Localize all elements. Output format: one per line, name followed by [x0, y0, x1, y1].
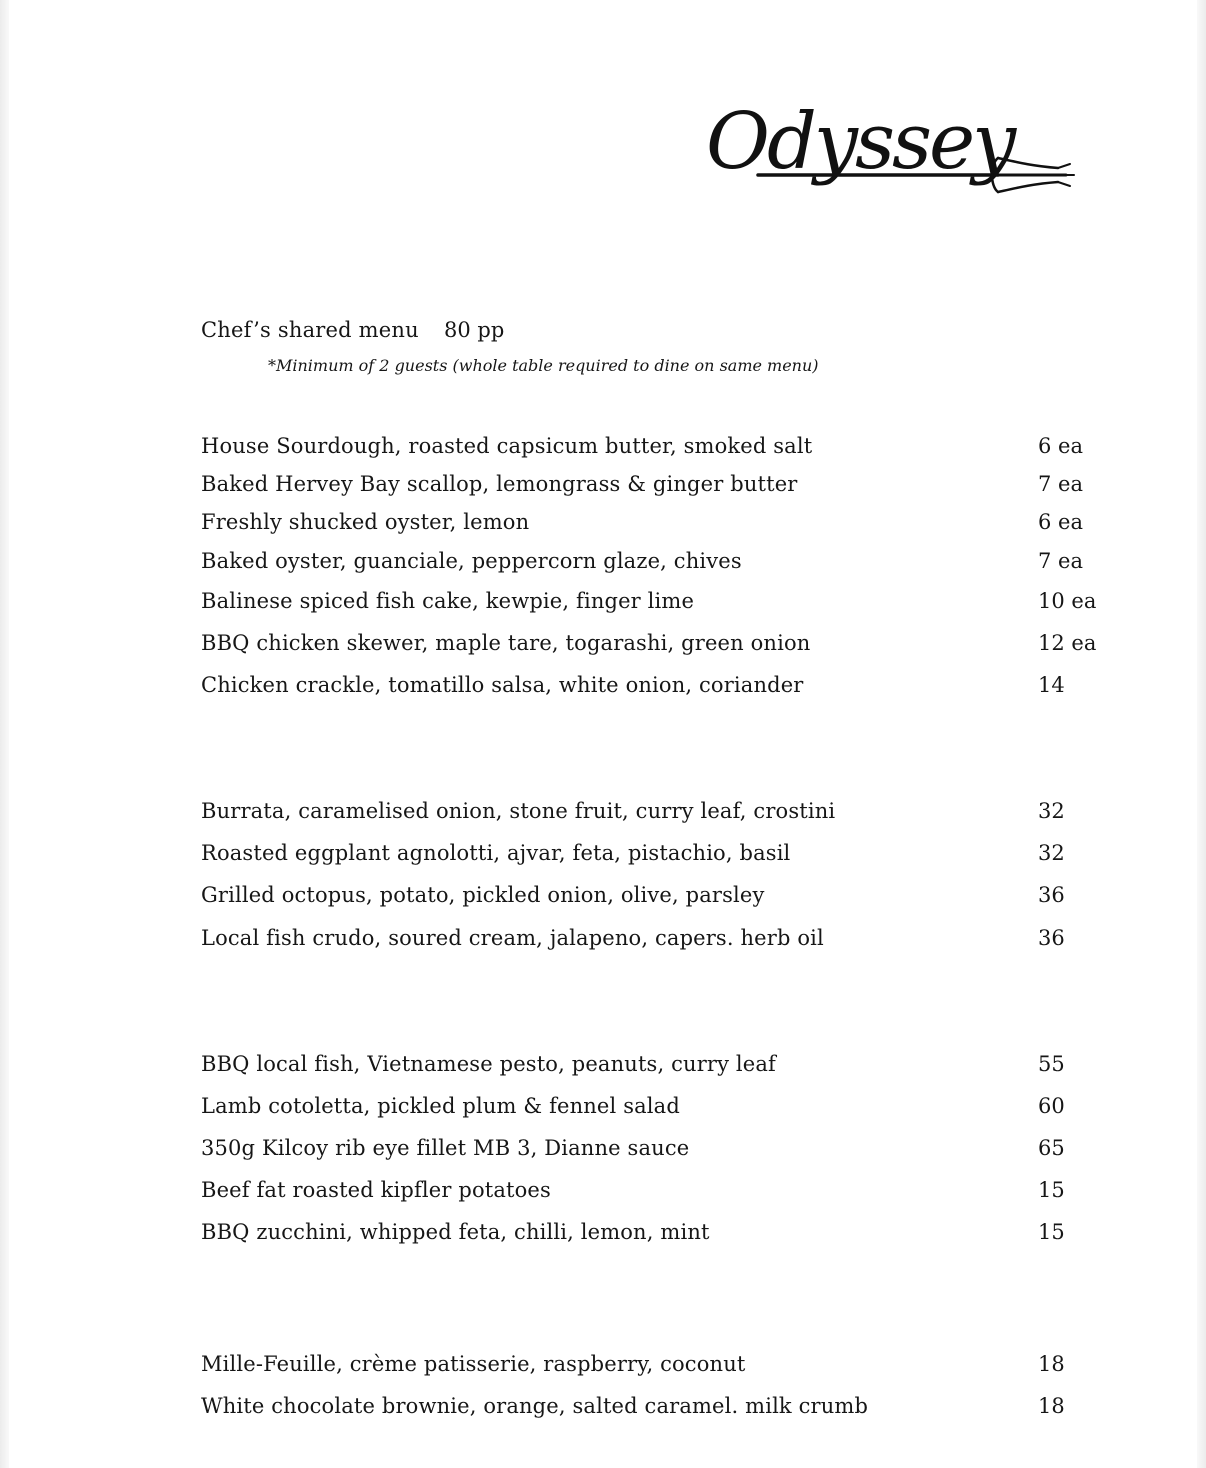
menu-item	[201, 1178, 1121, 1208]
menu-item-name: Roasted eggplant agnolotti, ajvar, feta, pistachio, basil	[201, 841, 791, 865]
menu-item-name: Lamb cotoletta, pickled plum & fennel salad	[201, 1094, 680, 1118]
menu-item-price: 12 ea	[1038, 631, 1097, 655]
menu-item-price: 14	[1038, 673, 1065, 697]
menu-item-name: Local fish crudo, soured cream, jalapeno, capers. herb oil	[201, 926, 824, 950]
menu-item	[201, 1352, 1121, 1382]
menu-note: *Minimum of 2 guests (whole table required to dine on same menu)	[268, 356, 819, 375]
menu-item	[201, 434, 1121, 464]
menu-item	[201, 589, 1121, 619]
menu-item-price: 7 ea	[1038, 549, 1083, 573]
menu-item	[201, 510, 1121, 540]
menu-item-name: House Sourdough, roasted capsicum butter, smoked salt	[201, 434, 813, 458]
menu-item	[201, 549, 1121, 579]
menu-item	[201, 673, 1121, 703]
menu-item-price: 10 ea	[1038, 589, 1097, 613]
page-edge-right	[1197, 0, 1206, 1468]
menu-item	[201, 1094, 1121, 1124]
menu-item	[201, 926, 1121, 956]
menu-item-price: 18	[1038, 1352, 1065, 1376]
menu-price: 80 pp	[444, 318, 505, 342]
menu-item-name: White chocolate brownie, orange, salted caramel. milk crumb	[201, 1394, 869, 1418]
menu-item-price: 36	[1038, 926, 1065, 950]
menu-title: Chef’s shared menu	[201, 318, 419, 342]
menu-item-price: 32	[1038, 841, 1065, 865]
odyssey-logo	[698, 78, 1078, 208]
menu-item-price: 65	[1038, 1136, 1065, 1160]
menu-item-price: 32	[1038, 799, 1065, 823]
menu-item-name: BBQ local fish, Vietnamese pesto, peanuts, curry leaf	[201, 1052, 776, 1076]
menu-item	[201, 1220, 1121, 1250]
logo-wordmark: Odyssey	[706, 97, 1014, 187]
menu-item	[201, 883, 1121, 913]
menu-item	[201, 1394, 1121, 1424]
menu-item-name: Beef fat roasted kipfler potatoes	[201, 1178, 551, 1202]
menu-item	[201, 1052, 1121, 1082]
menu-item-name: BBQ zucchini, whipped feta, chilli, lemon, mint	[201, 1220, 710, 1244]
menu-item-price: 7 ea	[1038, 472, 1083, 496]
menu-item-price: 18	[1038, 1394, 1065, 1418]
menu-item-name: Chicken crackle, tomatillo salsa, white onion, coriander	[201, 673, 804, 697]
menu-item	[201, 799, 1121, 829]
menu-item-price: 55	[1038, 1052, 1065, 1076]
menu-item-name: 350g Kilcoy rib eye fillet MB 3, Dianne sauce	[201, 1136, 690, 1160]
menu-item	[201, 841, 1121, 871]
page-edge-left	[0, 0, 9, 1468]
menu-item	[201, 472, 1121, 502]
menu-item-price: 6 ea	[1038, 510, 1083, 534]
menu-item	[201, 1136, 1121, 1166]
menu-item-price: 60	[1038, 1094, 1065, 1118]
menu-item-name: Baked Hervey Bay scallop, lemongrass & ginger butter	[201, 472, 798, 496]
menu-item	[201, 631, 1121, 661]
menu-item-price: 6 ea	[1038, 434, 1083, 458]
menu-item-name: Balinese spiced fish cake, kewpie, finger lime	[201, 589, 695, 613]
menu-item-name: Freshly shucked oyster, lemon	[201, 510, 530, 534]
menu-item-price: 15	[1038, 1220, 1065, 1244]
menu-item-price: 15	[1038, 1178, 1065, 1202]
menu-item-name: BBQ chicken skewer, maple tare, togarashi, green onion	[201, 631, 811, 655]
menu-item-name: Mille-Feuille, crème patisserie, raspberry, coconut	[201, 1352, 746, 1376]
menu-item-name: Burrata, caramelised onion, stone fruit, curry leaf, crostini	[201, 799, 836, 823]
menu-item-name: Grilled octopus, potato, pickled onion, olive, parsley	[201, 883, 765, 907]
menu-item-name: Baked oyster, guanciale, peppercorn glaze, chives	[201, 549, 742, 573]
menu-item-price: 36	[1038, 883, 1065, 907]
